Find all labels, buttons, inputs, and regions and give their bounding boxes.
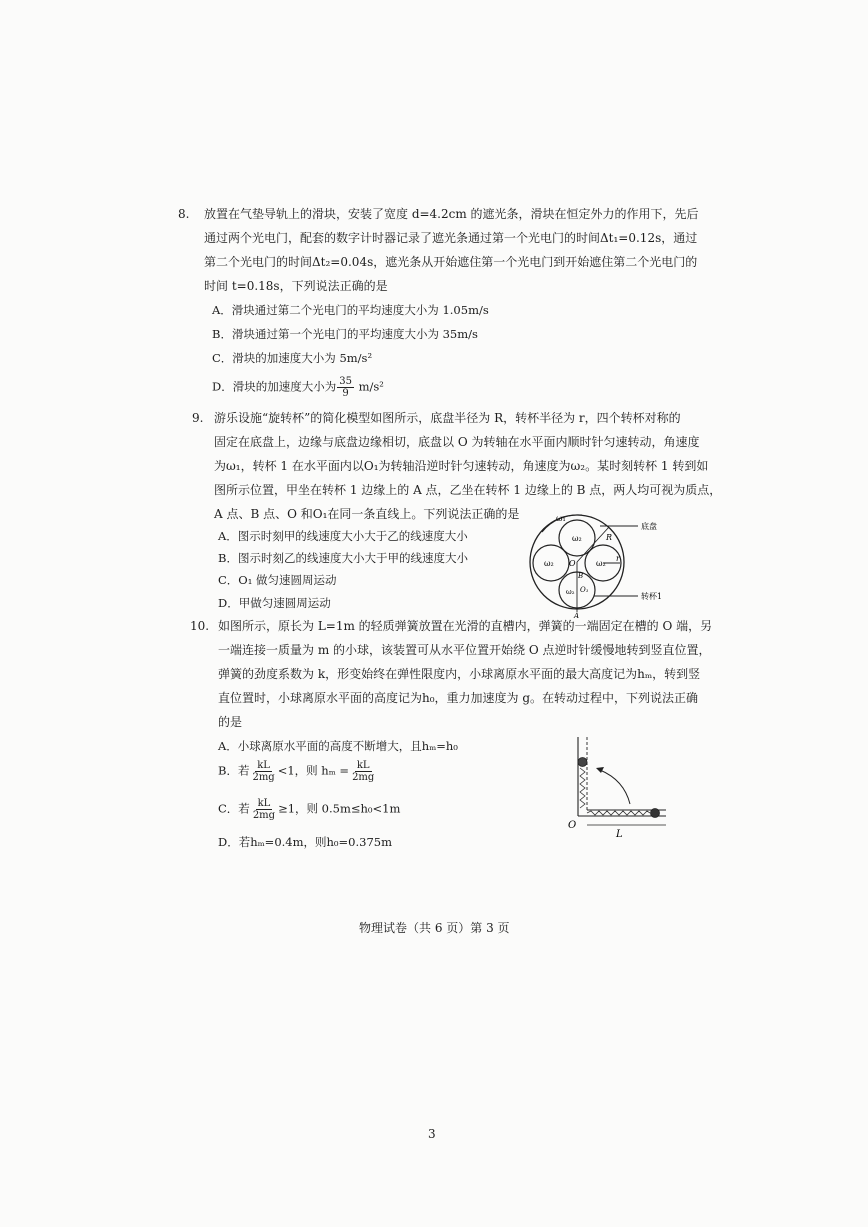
q8-line-2: 通过两个光电门，配套的数字计时器记录了遮光条通过第一个光电门的时间Δt₁=0.12s，通过 bbox=[204, 231, 698, 245]
label-disk: 底盘 bbox=[641, 522, 657, 531]
q9-rotating-cup-diagram bbox=[520, 512, 680, 622]
q9-line-1: 游乐设施“旋转杯”的简化模型如图所示，底盘半径为 R，转杯半径为 r，四个转杯对称的 bbox=[214, 411, 681, 425]
q10-spring-groove-diagram bbox=[566, 732, 676, 842]
label-r: r bbox=[616, 554, 620, 563]
q8-option-a: A．滑块通过第二个光电门的平均速度大小为 1.05m/s bbox=[212, 303, 489, 317]
label-cup1: 转杯1 bbox=[641, 592, 663, 601]
q9-option-b: B．图示时刻乙的线速度大小大于甲的线速度大小 bbox=[218, 551, 468, 565]
q10-line-1: 如图所示，原长为 L=1m 的轻质弹簧放置在光滑的直槽内，弹簧的一端固定在槽的 O 端，另 bbox=[218, 619, 713, 633]
q8-line-4: 时间 t=0.18s，下列说法正确的是 bbox=[204, 279, 388, 293]
ball-horizontal bbox=[651, 809, 660, 818]
q10-option-c: C．若 $\frac{kL}{2mg}$ ≥1，则 0.5m≤h₀<1m bbox=[218, 798, 401, 821]
label-omega2-top: ω₂ bbox=[572, 534, 582, 543]
label-L: L bbox=[616, 829, 623, 840]
label-O: O bbox=[568, 820, 577, 831]
q10-line-3: 弹簧的劲度系数为 k，形变始终在弹性限度内，小球离原水平面的最大高度记为hₘ，转到竖 bbox=[218, 667, 701, 681]
ball-vertical bbox=[578, 758, 587, 767]
q8-number: 8. bbox=[178, 207, 190, 221]
rotation-arrowhead bbox=[596, 767, 604, 773]
q10-option-d: D．若hₘ=0.4m，则h₀=0.375m bbox=[218, 835, 392, 849]
label-omega2-right: ω₂ bbox=[596, 559, 606, 568]
q8-option-c: C．滑块的加速度大小为 5m/s² bbox=[212, 351, 373, 365]
q10-option-a: A．小球离原水平面的高度不断增大，且hₘ=h₀ bbox=[218, 739, 458, 753]
label-omega2-left: ω₂ bbox=[544, 559, 554, 568]
label-A: A bbox=[574, 612, 580, 620]
q9-line-4: 图所示位置，甲坐在转杯 1 边缘上的 A 点，乙坐在转杯 1 边缘上的 B 点，两人均可视为质点， bbox=[214, 483, 722, 497]
q9-option-d: D．甲做匀速圆周运动 bbox=[218, 596, 331, 610]
q9-line-2: 固定在底盘上，边缘与底盘边缘相切，底盘以 O 为转轴在水平面内顺时针匀速转动，角速度 bbox=[214, 435, 700, 449]
q10-line-4: 直位置时，小球离原水平面的高度记为h₀，重力加速度为 g。在转动过程中，下列说法正确 bbox=[218, 691, 699, 705]
label-B: B bbox=[578, 572, 584, 580]
q9-option-a: A．图示时刻甲的线速度大小大于乙的线速度大小 bbox=[218, 529, 468, 543]
q10-number: 10. bbox=[190, 619, 210, 633]
label-omega2-cup1: ω₂ bbox=[566, 588, 575, 596]
page-footer: 物理试卷（共 6 页）第 3 页 bbox=[359, 921, 510, 935]
q8-line-1: 放置在气垫导轨上的滑块，安装了宽度 d=4.2cm 的遮光条，滑块在恒定外力的作用下，先后 bbox=[204, 207, 699, 221]
q8-line-3: 第二个光电门的时间Δt₂=0.04s，遮光条从开始遮住第一个光电门到开始遮住第二个光电门的 bbox=[204, 255, 698, 269]
q10-line-5: 的是 bbox=[218, 715, 243, 729]
q8-option-b: B．滑块通过第一个光电门的平均速度大小为 35m/s bbox=[212, 327, 478, 341]
q10-option-c-fraction: $\frac{kL}{2mg}$ bbox=[252, 798, 276, 821]
label-omega1: ω₁ bbox=[556, 514, 566, 523]
label-O1: O₁ bbox=[580, 586, 589, 594]
label-O: O bbox=[569, 559, 576, 568]
q10-option-b-fraction-2: $\frac{kL}{2mg}$ bbox=[352, 760, 375, 783]
q10-option-b: B．若 $\frac{kL}{2mg}$ <1，则 hₘ = $\frac{kL}{2mg}$ bbox=[218, 760, 375, 783]
q9-option-c: C．O₁ 做匀速圆周运动 bbox=[218, 573, 337, 587]
q8-option-d-fraction: $\frac{35}{9}$ bbox=[339, 376, 352, 399]
page-number: 3 bbox=[428, 1127, 436, 1141]
q9-line-3: 为ω₁，转杯 1 在水平面内以O₁为转轴沿逆时针匀速转动，角速度为ω₂。某时刻转杯 1 转到如 bbox=[214, 459, 709, 473]
q9-line-5: A 点、B 点、O 和O₁在同一条直线上。下列说法正确的是 bbox=[214, 507, 520, 521]
rotation-arrow bbox=[600, 770, 630, 804]
q8-option-d bbox=[212, 376, 384, 399]
q8-option-d-unit: m/s² bbox=[354, 379, 384, 394]
label-R: R bbox=[606, 533, 613, 542]
q10-line-2: 一端连接一质量为 m 的小球，该装置可从水平位置开始绕 O 点逆时针缓慢地转到竖直位置， bbox=[218, 643, 711, 657]
spring-horizontal bbox=[587, 811, 650, 815]
spring-vertical bbox=[580, 768, 585, 808]
q8-option-d-text: D．滑块的加速度大小为 bbox=[212, 379, 337, 394]
q10-option-b-fraction-1: $\frac{kL}{2mg}$ bbox=[252, 760, 275, 783]
q9-number: 9. bbox=[192, 411, 204, 425]
